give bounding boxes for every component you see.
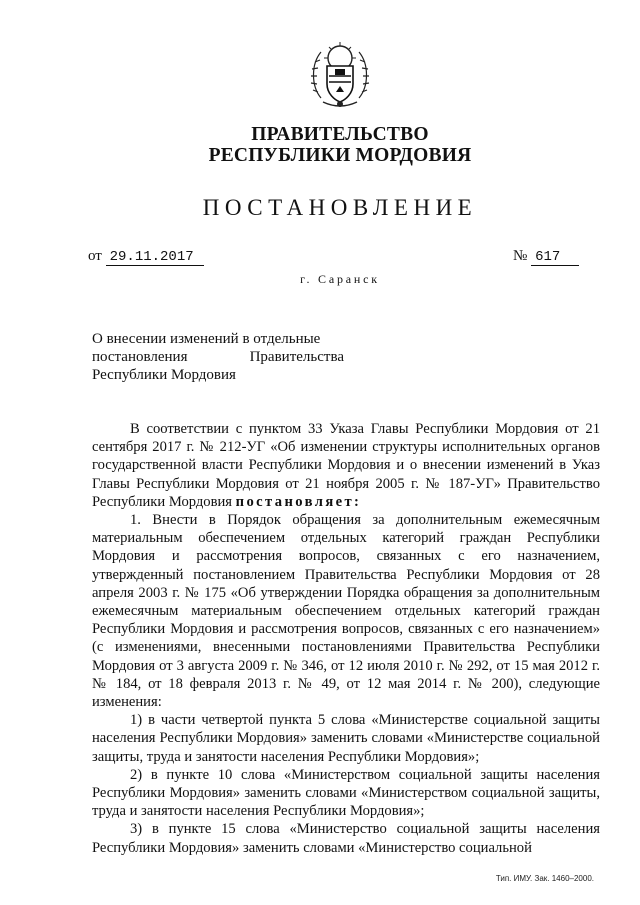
document-subject [92,330,344,384]
paragraph-preamble [92,420,600,511]
document-type-heading: ПОСТАНОВЛЕНИЕ [202,195,478,220]
subject-line3: Республики Мордовия [92,367,236,383]
subject-line1: О внесении изменений в отдельные [92,331,321,347]
date-prefix: от [88,248,102,264]
paragraph-subitem-2: 2) в пункте 10 слова «Министерством социальной защиты населения Республики Мордовия» заменить словами «Министерством социальной защиты, труда и занятости населения Республики Мордовия»; [92,766,600,820]
print-footer-note: Тип. ИМУ. Зак. 1460–2000. [495,874,594,883]
date-value: 29.11.2017 [106,250,204,266]
subject-line2-right: Правительства [249,349,344,365]
number-prefix: № [513,248,528,264]
paragraph-subitem-3: 3) в пункте 15 слова «Министерство социальной защиты населения Республики Мордовия» заменить словами «Министерство социальной [92,821,600,856]
number-value: 617 [531,250,579,266]
org-title-line2: РЕСПУБЛИКИ МОРДОВИЯ [208,145,472,166]
document-body [92,420,600,857]
org-title-line1: ПРАВИТЕЛЬСТВО [251,124,429,145]
subject-line2 [92,348,344,366]
document-number [513,248,579,266]
paragraph-subitem-1: 1) в части четвертой пункта 5 слова «Министерстве социальной защиты населения Республики Мордовия» заменить словами «Министерстве социальной защиты, труда и занятости населения Республики Мордовия»; [92,712,600,765]
preamble-text: В соответствии с пунктом 33 Указа Главы Республики Мордовия от 21 сентября 2017 г. № 212-УГ «Об изменении структуры исполнительных органов государственной власти Республики Мордовия и о внесении изменений в Указ Главы Республики Мордовия от 21 ноября 2005 г. № 187-УГ» Правительство Республики Мордовия [92,421,600,510]
city-line: г. Саранск [300,272,380,286]
subject-line2-left: постановления [92,349,188,365]
resolves-keyword: постановляет: [235,493,362,510]
document-date [88,248,204,266]
paragraph-item-1: 1. Внести в Порядок обращения за дополнительным ежемесячным материальным обеспечением отдельных категорий граждан Республики Мордовия и рассмотрения вопросов, связанных с его назначением, утвержденный постановлением Правительства Республики Мордовия от 28 апреля 2003 г. № 175 «Об утверждении Порядка обращения за дополнительным ежемесячным материальным обеспечением отдельных категорий граждан Республики Мордовия и рассмотрения вопросов, связанных с его назначением» (с изменениями, внесенными постановлениями Правительства Республики Мордовия от 3 августа 2009 г. № 346, от 12 июля 2010 г. № 292, от 15 мая 2012 г. № 184, от 18 февраля 2013 г. № 49, от 12 мая 2014 г. № 200), следующие изменения: [92,512,600,711]
coat-of-arms-emblem [309,36,371,112]
